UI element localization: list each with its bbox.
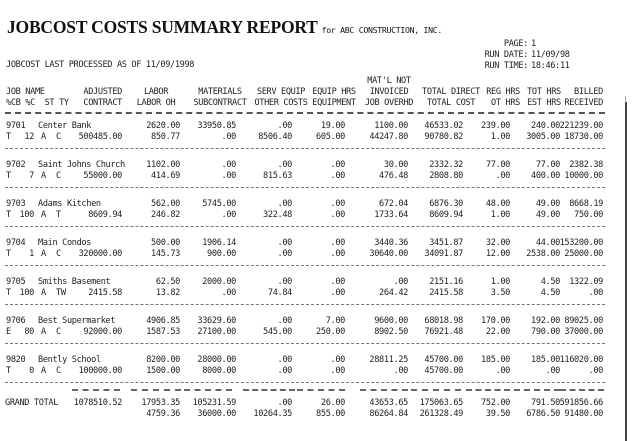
cell-serv-equip: .00	[277, 316, 292, 326]
row-divider	[5, 187, 605, 188]
cell-job-overhd: 264.42	[379, 288, 408, 298]
report-company: for ABC CONSTRUCTION, INC.	[321, 25, 443, 35]
cell-materials: 5745.00	[202, 199, 236, 209]
cell-tot-hrs: 49.00	[535, 199, 560, 209]
cell-est-hrs: 3005.00	[526, 132, 560, 142]
cell-job-overhd: 8902.50	[374, 327, 408, 337]
header-contract: CONTRACT	[83, 98, 122, 108]
job-number: 9702	[6, 160, 26, 170]
job-cb-code: T	[6, 366, 11, 376]
cell-total-direct: 3451.87	[429, 238, 463, 248]
row-divider	[5, 382, 605, 383]
header-subcontract: SUBCONTRACT	[193, 98, 247, 108]
header-equipment: EQUIPMENT	[312, 98, 356, 108]
page-label: PAGE:	[503, 39, 528, 49]
cell-labor-oh: 145.73	[151, 249, 180, 259]
cell-received: .00	[588, 288, 603, 298]
cell-received: .00	[588, 366, 603, 376]
header-other-costs: OTHER COSTS	[254, 98, 308, 108]
cell-total-direct: 46533.02	[424, 121, 463, 131]
cell-equipment: 605.00	[316, 132, 345, 142]
job-cb-code: T	[6, 171, 11, 181]
cell-materials: 28000.00	[197, 355, 236, 365]
cell-reg-hrs: 239.00	[481, 121, 510, 131]
job-adjusted-contract: 2415.58	[88, 288, 122, 298]
job-type: TW	[56, 288, 66, 298]
job-name: Best Supermarket	[38, 316, 116, 326]
cell-est-hrs: 790.00	[531, 327, 560, 337]
job-pct-complete: 7	[29, 171, 34, 181]
cell-subcontract: 27100.00	[197, 327, 236, 337]
cell-matl-not-invoiced: 3440.36	[374, 238, 408, 248]
cell-received: 10000.00	[564, 171, 603, 181]
header-matl-not: MAT'L NOT	[367, 76, 411, 86]
cell-billed: 153200.00	[559, 238, 603, 248]
cell-reg-hrs: 1.00	[490, 277, 510, 287]
cell-ot-hrs: 12.00	[485, 249, 510, 259]
cell-equip-hrs: 7.00	[325, 316, 345, 326]
cell-job-overhd: 44247.80	[369, 132, 408, 142]
cell-tot-hrs: 77.00	[535, 160, 560, 170]
total-total-direct: 175063.65	[419, 398, 463, 408]
cell-total-direct: 45700.00	[424, 355, 463, 365]
cell-labor-oh: 414.69	[151, 171, 180, 181]
cell-est-hrs: .00	[545, 366, 560, 376]
cell-reg-hrs: 32.00	[485, 238, 510, 248]
job-adjusted-contract: 8609.94	[88, 210, 122, 220]
cell-matl-not-invoiced: 1100.00	[374, 121, 408, 131]
total-billed: 591856.66	[559, 398, 603, 408]
scan-edge	[625, 102, 627, 441]
job-cb-code: E	[6, 327, 11, 337]
total-total-cost: 261328.49	[419, 409, 463, 419]
job-number: 9820	[6, 355, 26, 365]
cell-subcontract: 8000.00	[202, 366, 236, 376]
cell-labor: 2620.00	[146, 121, 180, 131]
cell-equipment: 250.00	[316, 327, 345, 337]
cell-job-overhd: 30640.00	[369, 249, 408, 259]
cell-ot-hrs: 1.00	[490, 210, 510, 220]
cell-labor-oh: 1587.53	[146, 327, 180, 337]
cell-serv-equip: .00	[277, 160, 292, 170]
cell-labor-oh: 850.77	[151, 132, 180, 142]
job-cb-code: T	[6, 249, 11, 259]
run-time-value: 18:46:11	[531, 61, 570, 71]
job-type: C	[56, 366, 61, 376]
last-processed: JOBCOST LAST PROCESSED AS OF 11/09/1998	[6, 60, 195, 70]
cell-total-cost: 8609.94	[429, 210, 463, 220]
header-divider	[5, 112, 605, 114]
job-type: T	[56, 210, 61, 220]
cell-labor-oh: 13.82	[155, 288, 180, 298]
total-labor: 17953.35	[141, 398, 180, 408]
row-divider	[5, 343, 605, 344]
total-materials: 105231.59	[192, 398, 236, 408]
cell-total-direct: 6876.30	[429, 199, 463, 209]
job-pct-complete: 100	[19, 210, 34, 220]
cell-other-costs: .00	[277, 249, 292, 259]
cell-labor: 4906.85	[146, 316, 180, 326]
cell-est-hrs: 49.00	[535, 210, 560, 220]
total-tot-hrs: 791.50	[531, 398, 560, 408]
job-adjusted-contract: 55000.00	[83, 171, 122, 181]
total-separator	[560, 389, 604, 391]
total-est-hrs: 6786.50	[526, 409, 560, 419]
cell-total-cost: 2415.58	[429, 288, 463, 298]
grand-total-contract: 1078510.52	[73, 398, 122, 408]
cell-reg-hrs: 77.00	[485, 160, 510, 170]
cell-est-hrs: 4.50	[540, 288, 560, 298]
job-name: Saint Johns Church	[38, 160, 125, 170]
row-divider	[5, 265, 605, 266]
cell-est-hrs: 2538.00	[526, 249, 560, 259]
job-pct-complete: 12	[24, 132, 34, 142]
header-tot-hrs: TOT HRS	[527, 87, 561, 97]
total-subcontract: 36000.00	[197, 409, 236, 419]
cell-subcontract: .00	[221, 210, 236, 220]
cell-labor: 500.00	[151, 238, 180, 248]
report-title-main: JOBCOST COSTS SUMMARY REPORT	[7, 17, 318, 37]
cell-serv-equip: .00	[277, 121, 292, 131]
job-pct-complete: 0	[29, 366, 34, 376]
cell-tot-hrs: 192.00	[531, 316, 560, 326]
cell-matl-not-invoiced: 9600.00	[374, 316, 408, 326]
cell-total-cost: 34091.87	[424, 249, 463, 259]
job-cb-code: T	[6, 132, 11, 142]
total-ot-hrs: 39.50	[485, 409, 510, 419]
cell-tot-hrs: 44.00	[535, 238, 560, 248]
total-separator	[243, 389, 295, 391]
cell-ot-hrs: 3.50	[490, 288, 510, 298]
cell-billed: 221239.00	[559, 121, 603, 131]
cell-matl-not-invoiced: .00	[393, 277, 408, 287]
total-separator	[360, 389, 408, 391]
cell-total-cost: 2808.80	[429, 171, 463, 181]
total-matl-not-invoiced: 43653.65	[369, 398, 408, 408]
job-type: C	[56, 327, 61, 337]
cell-subcontract: .00	[221, 288, 236, 298]
cell-materials: 2000.00	[202, 277, 236, 287]
cell-other-costs: 322.48	[263, 210, 292, 220]
cell-materials: 33950.85	[197, 121, 236, 131]
run-time-label: RUN TIME:	[484, 61, 528, 71]
job-number: 9701	[6, 121, 26, 131]
cell-equipment: .00	[330, 171, 345, 181]
cell-received: 750.00	[574, 210, 603, 220]
job-name: Adams Kitchen	[38, 199, 101, 209]
header-adjusted: ADJUSTED	[83, 87, 122, 97]
cell-billed: 2382.38	[569, 160, 603, 170]
job-number: 9705	[6, 277, 26, 287]
cell-ot-hrs: 1.00	[490, 132, 510, 142]
cell-tot-hrs: 185.00	[531, 355, 560, 365]
page-value: 1	[531, 39, 536, 49]
header-est-hrs: EST HRS	[527, 98, 561, 108]
cell-matl-not-invoiced: 30.00	[383, 160, 408, 170]
cell-serv-equip: .00	[277, 355, 292, 365]
total-job-overhd: 86264.84	[369, 409, 408, 419]
cell-total-direct: 68018.98	[424, 316, 463, 326]
job-adjusted-contract: 500485.00	[78, 132, 122, 142]
cell-labor: 562.00	[151, 199, 180, 209]
header-serv-equip: SERV EQUIP	[256, 87, 306, 97]
total-equipment: 855.00	[316, 409, 345, 419]
total-labor-oh: 4759.36	[146, 409, 180, 419]
total-received: 91480.00	[564, 409, 603, 419]
cell-other-costs: 815.63	[263, 171, 292, 181]
cell-subcontract: 900.00	[207, 249, 236, 259]
row-divider	[5, 148, 605, 149]
cell-matl-not-invoiced: 28811.25	[369, 355, 408, 365]
row-divider	[5, 226, 605, 227]
cell-total-cost: 76921.48	[424, 327, 463, 337]
total-reg-hrs: 752.00	[481, 398, 510, 408]
cell-other-costs: .00	[277, 366, 292, 376]
cell-equipment: .00	[330, 249, 345, 259]
run-date-label: RUN DATE:	[484, 50, 528, 60]
cell-labor: 8200.00	[146, 355, 180, 365]
cell-serv-equip: .00	[277, 199, 292, 209]
job-number: 9706	[6, 316, 26, 326]
job-name: Main Condos	[38, 238, 92, 248]
cell-tot-hrs: 240.00	[531, 121, 560, 131]
header-equip-hrs: EQUIP HRS	[312, 87, 356, 97]
cell-billed: 1322.09	[569, 277, 603, 287]
cell-reg-hrs: 170.00	[481, 316, 510, 326]
job-type: C	[56, 132, 61, 142]
cell-equipment: .00	[330, 288, 345, 298]
cell-billed: 116020.00	[559, 355, 603, 365]
job-name: Center Bank	[38, 121, 92, 131]
cell-equip-hrs: .00	[330, 238, 345, 248]
job-type: C	[56, 249, 61, 259]
cell-job-overhd: 476.48	[379, 171, 408, 181]
cell-total-direct: 2332.32	[429, 160, 463, 170]
cell-other-costs: 545.00	[263, 327, 292, 337]
job-status: A	[41, 366, 46, 376]
job-cb-code: T	[6, 288, 11, 298]
cell-equip-hrs: .00	[330, 160, 345, 170]
header-labor: LABOR	[143, 87, 169, 97]
cell-reg-hrs: 185.00	[481, 355, 510, 365]
total-separator	[297, 389, 345, 391]
cell-total-cost: 45700.00	[424, 366, 463, 376]
total-separator	[514, 389, 560, 391]
cell-ot-hrs: .00	[495, 171, 510, 181]
job-cb-code: T	[6, 210, 11, 220]
total-equip-hrs: 26.00	[320, 398, 345, 408]
job-adjusted-contract: 100000.00	[78, 366, 122, 376]
job-name: Smiths Basement	[38, 277, 111, 287]
cell-labor: 62.50	[155, 277, 180, 287]
cell-labor: 1102.00	[146, 160, 180, 170]
header-billed: BILLED	[574, 87, 603, 97]
cell-received: 18730.00	[564, 132, 603, 142]
cell-total-direct: 2151.16	[429, 277, 463, 287]
total-separator	[466, 389, 510, 391]
header-job-name: JOB NAME	[6, 87, 45, 97]
total-separator	[131, 389, 181, 391]
job-number: 9703	[6, 199, 26, 209]
job-adjusted-contract: 320000.00	[78, 249, 122, 259]
cell-job-overhd: .00	[393, 366, 408, 376]
job-type: C	[56, 171, 61, 181]
cell-materials: 33629.60	[197, 316, 236, 326]
cell-billed: 8668.19	[569, 199, 603, 209]
cell-est-hrs: 400.00	[531, 171, 560, 181]
total-separator	[184, 389, 232, 391]
cell-equipment: .00	[330, 366, 345, 376]
cell-labor-oh: 246.82	[151, 210, 180, 220]
cell-equip-hrs: .00	[330, 355, 345, 365]
cell-job-overhd: 1733.64	[374, 210, 408, 220]
cell-billed: 89025.00	[564, 316, 603, 326]
cell-matl-not-invoiced: 672.04	[379, 199, 408, 209]
header-total-direct: TOTAL DIRECT	[422, 87, 480, 97]
job-status: A	[41, 132, 46, 142]
job-name: Bently School	[38, 355, 101, 365]
report-title	[7, 17, 442, 38]
header-invoiced: INVOICED	[369, 87, 409, 97]
cell-received: 25000.00	[564, 249, 603, 259]
header-reg-hrs: REG HRS	[486, 87, 520, 97]
row-divider	[5, 304, 605, 305]
cell-ot-hrs: .00	[495, 366, 510, 376]
cell-other-costs: 74.84	[267, 288, 292, 298]
cell-tot-hrs: 4.50	[540, 277, 560, 287]
job-pct-complete: 1	[29, 249, 34, 259]
cell-subcontract: .00	[221, 171, 236, 181]
cell-subcontract: .00	[221, 132, 236, 142]
header-received: RECEIVED	[564, 98, 603, 108]
cell-materials: .00	[221, 160, 236, 170]
run-date-value: 11/09/98	[531, 50, 570, 60]
cell-other-costs: 8506.40	[258, 132, 292, 142]
header-total-cost: TOTAL COST	[426, 98, 476, 108]
cell-received: 37000.00	[564, 327, 603, 337]
cell-serv-equip: .00	[277, 277, 292, 287]
header-labor-oh: LABOR OH	[136, 98, 176, 108]
cell-equipment: .00	[330, 210, 345, 220]
grand-total-label: GRAND TOTAL	[5, 398, 59, 408]
cell-serv-equip: .00	[277, 238, 292, 248]
job-adjusted-contract: 92000.00	[83, 327, 122, 337]
cell-equip-hrs: .00	[330, 199, 345, 209]
job-status: A	[41, 288, 46, 298]
total-separator	[411, 389, 461, 391]
job-status: A	[41, 327, 46, 337]
job-status: A	[41, 210, 46, 220]
cell-equip-hrs: .00	[330, 277, 345, 287]
job-pct-complete: 100	[19, 288, 34, 298]
job-status: A	[41, 171, 46, 181]
cell-total-cost: 90780.82	[424, 132, 463, 142]
job-pct-complete: 80	[24, 327, 34, 337]
cell-equip-hrs: 19.00	[320, 121, 345, 131]
total-serv-equip: .00	[277, 398, 292, 408]
total-separator	[72, 389, 120, 391]
job-status: A	[41, 249, 46, 259]
header-codes: %CB %C ST TY	[6, 98, 69, 108]
cell-reg-hrs: 48.00	[485, 199, 510, 209]
header-ot-hrs: OT HRS	[491, 98, 520, 108]
total-other-costs: 10264.35	[253, 409, 292, 419]
header-materials: MATERIALS	[198, 87, 242, 97]
header-job-overhd: JOB OVERHD	[364, 98, 414, 108]
cell-ot-hrs: 22.00	[485, 327, 510, 337]
cell-materials: 1906.14	[202, 238, 236, 248]
cell-labor-oh: 1500.00	[146, 366, 180, 376]
job-number: 9704	[6, 238, 26, 248]
